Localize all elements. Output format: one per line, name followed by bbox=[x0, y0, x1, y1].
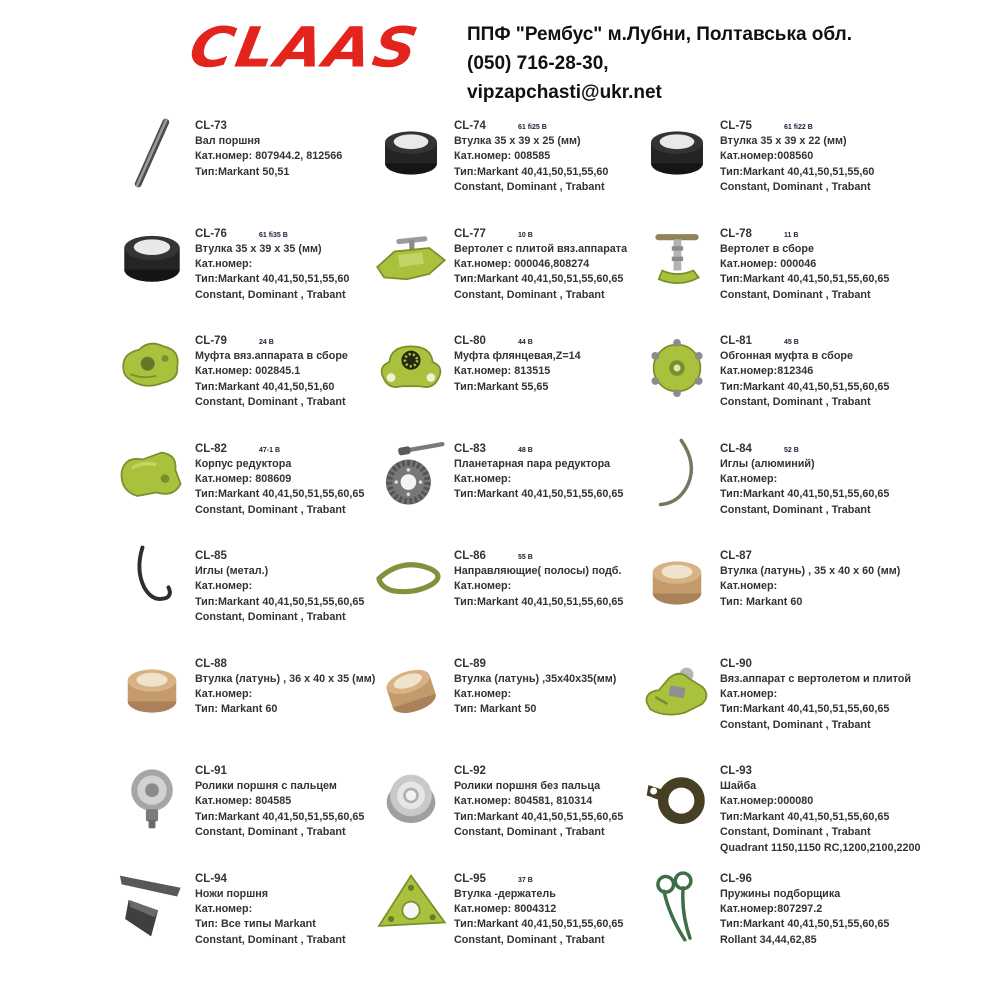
part-card bbox=[113, 758, 372, 866]
part-card bbox=[638, 866, 993, 974]
part-code: CL-89 bbox=[454, 657, 486, 670]
part-card bbox=[372, 436, 638, 544]
part-line: Муфта вяз.аппарата в сборе bbox=[195, 350, 348, 362]
part-code: CL-90 bbox=[720, 657, 752, 670]
bevel-gear-pair-image bbox=[372, 436, 450, 516]
roller-with-pin-image bbox=[113, 758, 191, 838]
part-line: Constant, Dominant , Trabant bbox=[454, 826, 605, 839]
part-note: 48 В bbox=[518, 446, 533, 454]
part-line: Тип:Markant 40,41,50,51,60 bbox=[195, 380, 335, 393]
part-line: Constant, Dominant , Trabant bbox=[195, 611, 346, 624]
part-line: Кат.номер:807297.2 bbox=[720, 902, 823, 915]
part-line: Кат.номер:812346 bbox=[720, 365, 814, 378]
binder-clutch-image bbox=[113, 328, 191, 408]
part-note: 10 В bbox=[518, 231, 533, 239]
part-note: 37 В bbox=[518, 876, 533, 884]
bushing-black-image bbox=[113, 221, 191, 301]
part-line: Тип:Markant 50,51 bbox=[195, 165, 290, 178]
part-line: Кат.номер:008560 bbox=[720, 150, 814, 163]
part-code: CL-87 bbox=[720, 550, 752, 562]
overrunning-clutch-image bbox=[638, 328, 716, 408]
part-line: Муфта флянцевая,Z=14 bbox=[454, 350, 581, 362]
piston-shaft-image bbox=[113, 113, 191, 193]
part-line: Constant, Dominant , Trabant bbox=[195, 288, 346, 301]
part-line: Кат.номер: 804585 bbox=[195, 795, 292, 808]
part-line: Вертолет с плитой вяз.аппарата bbox=[454, 242, 628, 255]
part-line: Constant, Dominant , Trabant bbox=[720, 396, 871, 409]
part-line: Тип:Markant 40,41,50,51,55,60,65 bbox=[720, 380, 890, 393]
part-card bbox=[113, 866, 372, 974]
part-card bbox=[638, 436, 993, 544]
part-code: CL-93 bbox=[720, 765, 752, 777]
part-line: Кат.номер: bbox=[195, 257, 253, 270]
part-code: CL-92 bbox=[454, 765, 486, 777]
part-line: Корпус редуктора bbox=[195, 457, 292, 470]
part-note: 44 В bbox=[518, 339, 533, 346]
part-line: Constant, Dominant , Trabant bbox=[195, 503, 346, 516]
part-line: Тип:Markant 40,41,50,51,55,60 bbox=[454, 165, 609, 178]
part-line: Втулка -держатель bbox=[454, 887, 556, 900]
part-note: 45 В bbox=[784, 339, 799, 346]
part-card bbox=[372, 866, 638, 974]
part-line: Кат.номер: bbox=[454, 472, 512, 485]
part-card bbox=[113, 221, 372, 329]
email-address: vipzapchasti@ukr.net bbox=[467, 82, 662, 103]
part-line: Кат.номер: bbox=[720, 580, 778, 593]
part-line: Тип:Markant 40,41,50,51,55,60,65 bbox=[454, 488, 624, 501]
part-line: Кат.номер: 002845.1 bbox=[195, 365, 301, 378]
contact-block bbox=[467, 20, 852, 107]
piston-knives-image bbox=[113, 866, 191, 946]
part-code: CL-83 bbox=[454, 442, 486, 455]
part-line: Constant, Dominant , Trabant bbox=[195, 396, 346, 409]
part-card bbox=[638, 758, 993, 866]
part-line: Кат.номер: 008585 bbox=[454, 150, 551, 163]
part-code: CL-94 bbox=[195, 872, 227, 885]
roller-bearing-image bbox=[372, 758, 450, 838]
washer-tab-image bbox=[638, 758, 716, 838]
bushing-brass-image bbox=[113, 651, 191, 731]
part-line: Кат.номер: bbox=[195, 687, 253, 700]
parts-grid bbox=[113, 113, 993, 973]
part-code: CL-74 bbox=[454, 120, 486, 132]
part-line: Планетарная пара редуктора bbox=[454, 457, 611, 470]
part-line: Втулка (латунь) , 35 х 40 х 60 (мм) bbox=[720, 565, 901, 577]
part-code: CL-85 bbox=[195, 550, 227, 562]
part-note: 24 В bbox=[259, 339, 274, 346]
part-card bbox=[113, 436, 372, 544]
part-line: Кат.номер: bbox=[454, 687, 512, 700]
part-note: 61 fi22 В bbox=[784, 124, 813, 131]
part-line: Вертолет в сборе bbox=[720, 242, 814, 255]
part-line: Кат.номер: 000046,808274 bbox=[454, 257, 590, 270]
part-code: CL-80 bbox=[454, 335, 486, 347]
part-code: CL-77 bbox=[454, 227, 486, 240]
part-card bbox=[113, 113, 372, 221]
part-line: Constant, Dominant , Trabant bbox=[720, 288, 871, 301]
part-card bbox=[372, 113, 638, 221]
part-line: Тип:Markant 55,65 bbox=[454, 380, 549, 393]
company-name: ППФ "Рембус" м.Лубни, Полтавська обл. bbox=[467, 24, 853, 45]
part-code: CL-86 bbox=[454, 550, 486, 562]
part-line: Constant, Dominant , Trabant bbox=[720, 503, 871, 516]
part-line: Тип: Markant 60 bbox=[195, 703, 278, 716]
part-note: 61 fi25 В bbox=[518, 124, 547, 131]
part-line: Ролики поршня без пальца bbox=[454, 780, 601, 792]
part-line: Кат.номер: 808609 bbox=[195, 472, 292, 485]
part-line: Кат.номер: 807944.2, 812566 bbox=[195, 150, 343, 163]
part-card bbox=[113, 328, 372, 436]
part-line: Ножи поршня bbox=[195, 887, 269, 900]
part-line: Иглы (алюминий) bbox=[720, 457, 815, 470]
phone-number: (050) 716-28-30, bbox=[467, 53, 609, 74]
part-line: Пружины подборщика bbox=[720, 887, 841, 900]
part-line: Constant, Dominant , Trabant bbox=[720, 181, 871, 194]
part-line: Тип:Markant 40,41,50,51,55,60 bbox=[195, 273, 350, 286]
part-line: Тип: Markant 50 bbox=[454, 703, 537, 716]
part-line: Тип:Markant 40,41,50,51,55,60,65 bbox=[454, 810, 624, 823]
part-line: Кат.номер: 8004312 bbox=[454, 902, 557, 915]
part-note: 47-1 В bbox=[259, 446, 281, 454]
part-line: Кат.номер: bbox=[454, 580, 512, 593]
part-line: Кат.номер: bbox=[195, 902, 253, 915]
part-line: Тип: Markant 60 bbox=[720, 595, 803, 608]
part-line: Тип:Markant 40,41,50,51,55,60,65 bbox=[720, 703, 890, 716]
bushing-black-image bbox=[372, 113, 450, 193]
flange-coupling-image bbox=[372, 328, 450, 408]
part-line: Кат.номер:000080 bbox=[720, 795, 814, 808]
part-code: CL-73 bbox=[195, 120, 227, 132]
part-note: 61 fi35 В bbox=[259, 231, 288, 239]
part-line: Втулка 35 х 39 х 25 (мм) bbox=[454, 135, 581, 147]
part-line: Тип:Markant 40,41,50,51,55,60,65 bbox=[720, 273, 890, 286]
part-line: Втулка 35 х 39 х 22 (мм) bbox=[720, 135, 847, 147]
part-code: CL-82 bbox=[195, 442, 227, 455]
part-line: Тип:Markant 40,41,50,51,55,60,65 bbox=[720, 488, 890, 501]
part-line: Тип:Markant 40,41,50,51,55,60 bbox=[720, 165, 875, 178]
part-line: Ролики поршня с пальцем bbox=[195, 780, 337, 792]
gearbox-housing-image bbox=[113, 436, 191, 516]
part-line: Тип:Markant 40,41,50,51,55,60,65 bbox=[720, 918, 890, 931]
part-line: Вал поршня bbox=[195, 135, 261, 147]
guide-band-image bbox=[372, 543, 450, 623]
part-line: Кат.номер: 813515 bbox=[454, 365, 551, 378]
part-line: Тип:Markant 40,41,50,51,55,60,65 bbox=[195, 595, 365, 608]
part-card bbox=[638, 221, 993, 329]
part-card bbox=[372, 328, 638, 436]
part-line: Вяз.аппарат с вертолетом и плитой bbox=[720, 672, 912, 685]
part-card bbox=[372, 543, 638, 651]
part-card bbox=[372, 221, 638, 329]
part-note: 52 В bbox=[784, 446, 799, 454]
part-line: Тип:Markant 40,41,50,51,55,60,65 bbox=[454, 918, 624, 931]
part-line: Тип: Все типы Markant bbox=[195, 918, 316, 931]
part-line: Тип:Markant 40,41,50,51,55,60,65 bbox=[454, 273, 624, 286]
part-code: CL-75 bbox=[720, 120, 752, 132]
holder-plate-image bbox=[372, 866, 450, 946]
part-code: CL-81 bbox=[720, 335, 752, 347]
part-code: CL-78 bbox=[720, 227, 752, 240]
part-card bbox=[113, 543, 372, 651]
part-line: Кат.номер: bbox=[195, 580, 253, 593]
needle-metal-image bbox=[113, 543, 191, 623]
part-line: Кат.номер: bbox=[720, 472, 778, 485]
part-note: 11 В bbox=[784, 231, 799, 239]
part-code: CL-88 bbox=[195, 657, 227, 670]
knotter-vertical-image bbox=[638, 221, 716, 301]
part-code: CL-76 bbox=[195, 227, 227, 240]
bushing-black-image bbox=[638, 113, 716, 193]
part-line: Направляющие( полосы) подб. bbox=[454, 565, 622, 577]
part-line: Тип:Markant 40,41,50,51,55,60,65 bbox=[720, 810, 890, 823]
needle-aluminium-image bbox=[638, 436, 716, 516]
part-code: CL-96 bbox=[720, 872, 752, 885]
claas-logo: CLAAS bbox=[184, 16, 425, 81]
part-card bbox=[372, 651, 638, 759]
part-line: Тип:Markant 40,41,50,51,55,60,65 bbox=[195, 488, 365, 501]
part-line: Rollant 34,44,62,85 bbox=[720, 933, 817, 946]
part-code: CL-95 bbox=[454, 872, 486, 885]
part-line: Quadrant 1150,1150 RC,1200,2100,2200 bbox=[720, 841, 921, 854]
part-line: Втулка (латунь) , 36 х 40 х 35 (мм) bbox=[195, 672, 376, 685]
part-code: CL-79 bbox=[195, 335, 227, 347]
part-card bbox=[638, 328, 993, 436]
part-line: Втулка (латунь) ,35х40х35(мм) bbox=[454, 672, 617, 685]
part-note: 55 В bbox=[518, 554, 533, 561]
part-line: Иглы (метал.) bbox=[195, 565, 269, 577]
part-card bbox=[638, 543, 993, 651]
part-line: Тип:Markant 40,41,50,51,55,60,65 bbox=[454, 595, 624, 608]
part-line: Втулка 35 х 39 х 35 (мм) bbox=[195, 242, 322, 255]
part-card bbox=[372, 758, 638, 866]
part-line: Кат.номер: bbox=[720, 687, 778, 700]
part-line: Кат.номер: 804581, 810314 bbox=[454, 795, 593, 808]
part-line: Constant, Dominant , Trabant bbox=[720, 718, 871, 731]
part-line: Тип:Markant 40,41,50,51,55,60,65 bbox=[195, 810, 365, 823]
part-line: Constant, Dominant , Trabant bbox=[195, 826, 346, 839]
bushing-brass-image bbox=[372, 651, 450, 731]
part-code: CL-84 bbox=[720, 442, 752, 455]
part-card bbox=[638, 651, 993, 759]
part-card bbox=[638, 113, 993, 221]
pickup-spring-image bbox=[638, 866, 716, 946]
part-line: Кат.номер: 000046 bbox=[720, 257, 817, 270]
knotter-full-assembly-image bbox=[638, 651, 716, 731]
part-line: Constant, Dominant , Trabant bbox=[454, 181, 605, 194]
bushing-brass-image bbox=[638, 543, 716, 623]
part-line: Constant, Dominant , Trabant bbox=[454, 288, 605, 301]
part-line: Шайба bbox=[720, 780, 757, 792]
part-code: CL-91 bbox=[195, 765, 227, 777]
part-line: Constant, Dominant , Trabant bbox=[720, 826, 871, 839]
knotter-plate-image bbox=[372, 221, 450, 301]
part-line: Constant, Dominant , Trabant bbox=[454, 933, 605, 946]
part-line: Constant, Dominant , Trabant bbox=[195, 933, 346, 946]
part-card bbox=[113, 651, 376, 759]
part-line: Обгонная муфта в сборе bbox=[720, 350, 854, 362]
